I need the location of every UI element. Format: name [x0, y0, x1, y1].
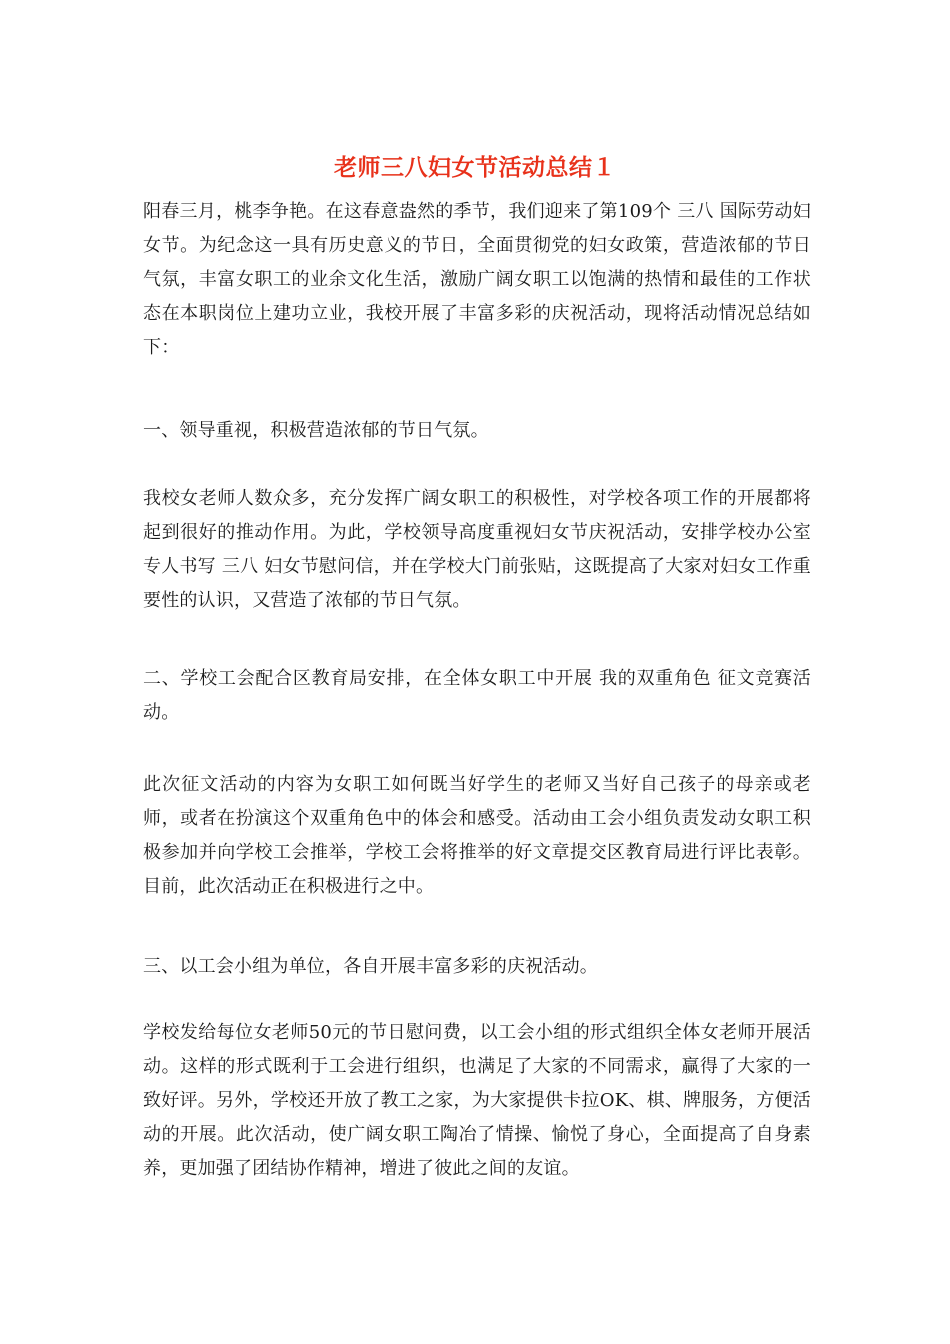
- section-2-paragraph: 此次征文活动的内容为女职工如何既当好学生的老师又当好自己孩子的母亲或老师，或者在扮演这个双重角色中的体会和感受。活动由工会小组负责发动女职工积极参加并向学校工会推举，学校工会将推举的好文章提交区教育局进行评比表彰。目前，此次活动正在积极进行之中。: [143, 774, 811, 897]
- section-heading-2: 二、学校工会配合区教育局安排，在全体女职工中开展 我的双重角色 征文竞赛活动。: [143, 668, 811, 723]
- intro-paragraph: 阳春三月，桃李争艳。在这春意盎然的季节，我们迎来了第109个 三八 国际劳动妇女节。为纪念这一具有历史意义的节日，全面贯彻党的妇女政策，营造浓郁的节日气氛，丰富女职工的业余文化生活，激励广阔女职工以饱满的热情和最佳的工作状态在本职岗位上建功立业，我校开展了丰富多彩的庆祝活动，现将活动情况总结如下：: [143, 201, 811, 358]
- section-3-paragraph: 学校发给每位女老师50元的节日慰问费，以工会小组的形式组织全体女老师开展活动。这样的形式既利于工会进行组织，也满足了大家的不同需求，赢得了大家的一致好评。另外，学校还开放了教工之家，为大家提供卡拉OK、棋、牌服务，方便活动的开展。此次活动，使广阔女职工陶冶了情操、愉悦了身心，全面提高了自身素养，更加强了团结协作精神，增进了彼此之间的友谊。: [143, 1022, 811, 1179]
- section-heading-3: 三、以工会小组为单位，各自开展丰富多彩的庆祝活动。: [143, 956, 598, 977]
- document-title: 老师三八妇女节活动总结１: [334, 154, 616, 181]
- section-heading-1: 一、领导重视，积极营造浓郁的节日气氛。: [143, 420, 489, 441]
- section-1-paragraph: 我校女老师人数众多，充分发挥广阔女职工的积极性，对学校各项工作的开展都将起到很好的推动作用。为此，学校领导高度重视妇女节庆祝活动，安排学校办公室专人书写 三八 妇女节慰问信，并在学校大门前张贴，这既提高了大家对妇女工作重要性的认识，又营造了浓郁的节日气氛。: [143, 488, 811, 611]
